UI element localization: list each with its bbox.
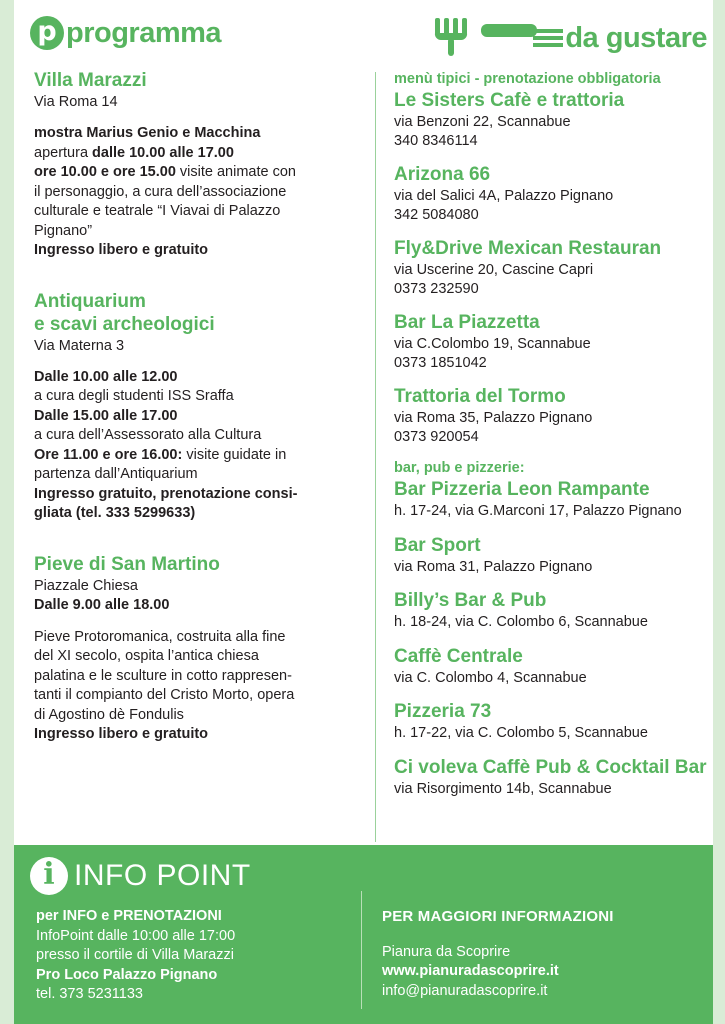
- info-point-heading: [30, 857, 251, 895]
- venue-title: Antiquarium: [34, 290, 146, 312]
- detail-line: Dalle 10.00 alle 12.00: [34, 368, 178, 385]
- detail-line: Dalle 15.00 alle 17.00: [34, 407, 178, 424]
- place-bar-sport: [394, 534, 714, 577]
- place-address: h. 18-24, via C. Colombo 6, Scannabue: [394, 614, 648, 630]
- fork-icon: [433, 14, 563, 63]
- place-fly-and-drive: [394, 237, 714, 298]
- place-name: Arizona 66: [394, 164, 491, 185]
- place-address: via C.Colombo 19, Scannabue: [394, 336, 591, 352]
- spacer: [34, 536, 364, 554]
- detail-line: Ingresso gratuito, prenotazione consi-: [34, 485, 298, 502]
- place-name: Billy’s Bar & Pub: [394, 590, 547, 611]
- detail-line: di Agostino dè Fondulis: [34, 706, 184, 723]
- detail-line: visite animate con: [175, 164, 296, 180]
- place-bar-la-piazzetta: [394, 311, 714, 372]
- place-address: via del Salici 4A, Palazzo Pignano: [394, 188, 614, 204]
- column-divider: [375, 72, 376, 842]
- place-phone: 0373 920054: [394, 428, 479, 445]
- place-name: Trattoria del Tormo: [394, 386, 566, 407]
- detail-line-bold: dalle 10.00 alle 17.00: [92, 144, 234, 161]
- venue-details: [34, 628, 364, 745]
- detail-line: gliata (tel. 333 5299633): [34, 505, 196, 521]
- place-name: Le Sisters Cafè e trattoria: [394, 90, 625, 111]
- info-point-band: [14, 845, 713, 1024]
- place-billys-bar-and-pub: [394, 589, 714, 632]
- detail-line: Pignano”: [34, 222, 93, 239]
- place-phone: 340 8346114: [394, 132, 478, 149]
- info-right-line-1: Pianura da Scoprire: [382, 943, 511, 960]
- venue-address: Piazzale Chiesa: [34, 577, 138, 594]
- place-arizona-66: [394, 163, 714, 224]
- da-gustare-column: [394, 70, 714, 811]
- page-title: programma: [66, 16, 222, 49]
- left-border-strip: [0, 0, 14, 1024]
- detail-line: culturale e teatrale “I Viavai di Palazzo: [34, 203, 281, 219]
- detail-line: palatina e le sculture in cotto rappresen-: [34, 667, 292, 684]
- place-name: Bar La Piazzetta: [394, 312, 540, 333]
- place-address: via Roma 31, Palazzo Pignano: [394, 558, 593, 575]
- detail-line: Ingresso libero e gratuito: [34, 726, 209, 742]
- venue-address: Via Materna 3: [34, 337, 125, 354]
- columns-wrapper: [14, 70, 713, 842]
- website-link[interactable]: www.pianuradascoprire.it: [382, 963, 559, 979]
- detail-line: a cura degli studenti ISS Sraffa: [34, 388, 234, 404]
- place-name: Bar Sport: [394, 534, 481, 556]
- venue-subtitle: e scavi archeologici: [34, 313, 215, 335]
- place-name: Bar Pizzeria Leon Rampante: [394, 479, 650, 500]
- place-address: via Uscerine 20, Cascine Capri: [394, 262, 594, 278]
- info-left-heading: per INFO e PRENOTAZIONI: [36, 908, 222, 924]
- info-divider: [361, 891, 362, 1009]
- info-point-title: INFO POINT: [74, 859, 251, 892]
- place-address: h. 17-22, via C. Colombo 5, Scannabue: [394, 725, 648, 741]
- spacer: [34, 273, 364, 291]
- programma-column: [34, 70, 364, 757]
- info-right-heading: PER MAGGIORI INFORMAZIONI: [382, 908, 614, 925]
- venue-details: [34, 368, 364, 524]
- place-trattoria-del-tormo: [394, 385, 714, 446]
- info-point-right-block: [382, 907, 682, 1001]
- bar-note: bar, pub e pizzerie:: [394, 460, 525, 476]
- detail-line: visite guidate in: [182, 446, 287, 463]
- venue-address: Via Roma 14: [34, 94, 118, 110]
- venue-hours: Dalle 9.00 alle 18.00: [34, 597, 170, 613]
- place-pizzeria-73: [394, 700, 714, 743]
- place-address: via Roma 35, Palazzo Pignano: [394, 410, 593, 426]
- place-ci-voleva: [394, 756, 714, 799]
- info-left-line-2: presso il cortile di Villa Marazzi: [36, 947, 234, 963]
- venue-antiquarium: [34, 291, 364, 524]
- detail-line: il personaggio, a cura dell’associazione: [34, 183, 287, 200]
- place-caffe-centrale: [394, 645, 714, 688]
- detail-line: apertura: [34, 144, 93, 161]
- info-left-line-4: tel. 373 5231133: [36, 986, 143, 1002]
- place-name: Caffè Centrale: [394, 645, 523, 667]
- place-address: via C. Colombo 4, Scannabue: [394, 669, 587, 686]
- place-name: Fly&Drive Mexican Restauran: [394, 238, 662, 259]
- detail-line-bold: Ore 11.00 e ore 16.00:: [34, 446, 183, 463]
- place-phone: 342 5084080: [394, 206, 479, 223]
- right-border-strip: [713, 0, 725, 1024]
- programma-heading: [30, 16, 221, 50]
- programma-initial-badge: p: [30, 16, 64, 50]
- da-gustare-title: da gustare: [565, 22, 707, 54]
- info-icon: i: [30, 857, 68, 895]
- detail-line: del XI secolo, ospita l’antica chiesa: [34, 648, 259, 664]
- menu-note: menù tipici - prenotazione obbligatoria: [394, 71, 661, 87]
- detail-line: partenza dall’Antiquarium: [34, 466, 198, 482]
- venue-title: Villa Marazzi: [34, 70, 147, 91]
- info-left-line-1: InfoPoint dalle 10:00 alle 17:00: [36, 927, 236, 944]
- venue-villa-marazzi: [34, 70, 364, 261]
- place-address: via Benzoni 22, Scannabue: [394, 114, 571, 130]
- place-name: Pizzeria 73: [394, 701, 492, 722]
- place-bar-pizzeria-leon-rampante: [394, 478, 714, 521]
- detail-line: a cura dell’Assessorato alla Cultura: [34, 427, 262, 443]
- email-link[interactable]: info@pianuradascoprire.it: [382, 982, 548, 999]
- place-name: Ci voleva Caffè Pub & Cocktail Bar: [394, 756, 707, 778]
- header-row: [14, 0, 713, 68]
- venue-address-block: [34, 577, 364, 616]
- place-address: via Risorgimento 14b, Scannabue: [394, 780, 612, 797]
- detail-line: mostra Marius Genio e Macchina: [34, 125, 261, 141]
- info-point-left-block: [36, 907, 346, 1005]
- da-gustare-heading: [433, 14, 707, 63]
- detail-line: Ingresso libero e gratuito: [34, 242, 209, 258]
- place-phone: 0373 232590: [394, 280, 479, 297]
- info-left-line-3: Pro Loco Palazzo Pignano: [36, 966, 218, 983]
- place-le-sisters: [394, 89, 714, 150]
- detail-line: tanti il compianto del Cristo Morto, opera: [34, 687, 295, 703]
- detail-line: Pieve Protoromanica, costruita alla fine: [34, 628, 286, 645]
- venue-title: Pieve di San Martino: [34, 553, 220, 575]
- place-phone: 0373 1851042: [394, 354, 487, 371]
- place-address: h. 17-24, via G.Marconi 17, Palazzo Pignano: [394, 503, 682, 519]
- venue-details: [34, 124, 364, 261]
- venue-pieve-di-san-martino: [34, 554, 364, 745]
- detail-line-bold: ore 10.00 e ore 15.00: [34, 164, 176, 180]
